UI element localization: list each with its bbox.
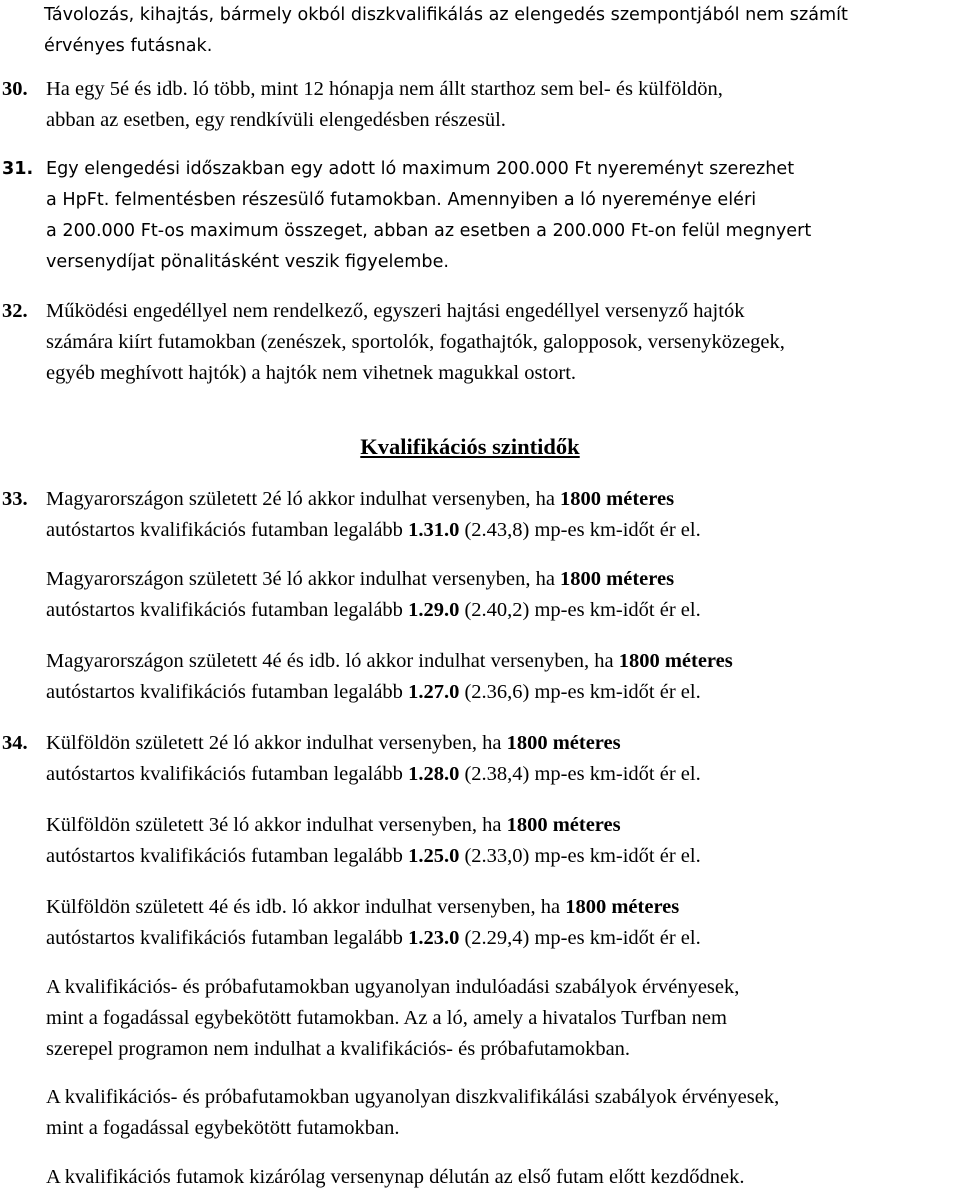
qualification-paragraph — [0, 810, 946, 872]
text-line: mint a fogadással egybekötött futamokban. — [46, 1117, 400, 1139]
paragraph-number: 34. — [2, 732, 28, 754]
rules-paragraph-2 — [0, 1082, 946, 1144]
text-segment: autóstartos kvalifikációs futamban legalább — [46, 845, 409, 867]
text-segment: autóstartos kvalifikációs futamban legalább — [46, 763, 409, 785]
text-segment: Magyarországon született 2é ló akkor indulhat versenyben, ha — [46, 488, 561, 510]
paragraph-number: 30. — [2, 78, 28, 100]
text-line: szerepel programon nem indulhat a kvalifikációs- és próbafutamokban. — [46, 1038, 631, 1060]
distance-label: 1800 méteres — [618, 650, 733, 672]
distance-label: 1800 méteres — [506, 814, 621, 836]
qualification-paragraph — [0, 892, 946, 954]
text-segment: (2.43,8) mp-es km-időt ér el. — [459, 519, 701, 541]
distance-label: 1800 méteres — [560, 568, 675, 590]
text-segment: (2.40,2) mp-es km-időt ér el. — [459, 599, 701, 621]
text-line: A kvalifikációs- és próbafutamokban ugyanolyan indulóadási szabályok érvényesek, — [46, 976, 740, 998]
text-segment: autóstartos kvalifikációs futamban legalább — [46, 927, 409, 949]
qualifying-time: 1.28.0 — [408, 763, 460, 785]
qualification-paragraph — [0, 646, 946, 708]
qualification-paragraph — [0, 728, 946, 790]
text-segment: Külföldön született 2é ló akkor indulhat versenyben, ha — [46, 732, 507, 754]
text-line: a HpFt. felmentésben részesülő futamokban. Amennyiben a ló nyereménye eléri — [46, 190, 757, 210]
distance-label: 1800 méteres — [506, 732, 621, 754]
text-line: számára kiírt futamokban (zenészek, sportolók, fogathajtók, galopposok, versenyközegek, — [46, 331, 785, 353]
text-line: Ha egy 5é és idb. ló több, mint 12 hónapja nem állt starthoz sem bel- és külföldön, — [46, 78, 723, 100]
paragraph-31 — [0, 154, 946, 278]
text-segment: Külföldön született 4é és idb. ló akkor indulhat versenyben, ha — [46, 896, 566, 918]
qualification-paragraph — [0, 484, 946, 546]
qualifying-time: 1.23.0 — [408, 927, 460, 949]
distance-label: 1800 méteres — [565, 896, 680, 918]
text-segment: (2.38,4) mp-es km-időt ér el. — [459, 763, 701, 785]
text-line: Egy elengedési időszakban egy adott ló maximum 200.000 Ft nyereményt szerezhet — [46, 159, 795, 179]
text-line: Működési engedéllyel nem rendelkező, egyszeri hajtási engedéllyel versenyző hajtók — [46, 300, 745, 322]
qualifying-time: 1.25.0 — [408, 845, 460, 867]
qualifying-time: 1.27.0 — [408, 681, 460, 703]
section-heading: Kvalifikációs szintidők — [360, 434, 580, 459]
paragraph-number: 31. — [2, 159, 34, 179]
text-line: a 200.000 Ft-os maximum összeget, abban az esetben a 200.000 Ft-on felül megnyert — [46, 221, 812, 241]
text-segment: Külföldön született 3é ló akkor indulhat versenyben, ha — [46, 814, 507, 836]
text-segment: autóstartos kvalifikációs futamban legalább — [46, 681, 409, 703]
rules-paragraph-3 — [0, 1162, 946, 1193]
text-line: Távolozás, kihajtás, bármely okból diszkvalifikálás az elengedés szempontjából nem számít — [44, 5, 848, 25]
text-segment: autóstartos kvalifikációs futamban legalább — [46, 519, 409, 541]
text-line: A kvalifikációs- és próbafutamokban ugyanolyan diszkvalifikálási szabályok érvényesek, — [46, 1086, 780, 1108]
paragraph-32 — [0, 296, 946, 389]
text-line: mint a fogadással egybekötött futamokban. Az a ló, amely a hivatalos Turfban nem — [46, 1007, 727, 1029]
qualifying-time: 1.31.0 — [408, 519, 460, 541]
paragraph-number: 33. — [2, 488, 28, 510]
rules-paragraph-1 — [0, 972, 946, 1065]
text-line: versenydíjat pönalitásként veszik figyelembe. — [46, 252, 449, 272]
text-segment: (2.29,4) mp-es km-időt ér el. — [459, 927, 701, 949]
text-line: abban az esetben, egy rendkívüli elengedésben részesül. — [46, 109, 506, 131]
text-line: érvényes futásnak. — [44, 36, 213, 56]
text-line: A kvalifikációs futamok kizárólag versenynap délután az első futam előtt kezdődnek. — [46, 1166, 745, 1188]
paragraph-number: 32. — [2, 300, 28, 322]
text-segment: Magyarországon született 4é és idb. ló akkor indulhat versenyben, ha — [46, 650, 619, 672]
paragraph-30-body — [0, 74, 946, 136]
intro-paragraph — [44, 0, 946, 62]
text-line: egyéb meghívott hajtók) a hajtók nem vihetnek magukkal ostort. — [46, 362, 577, 384]
text-segment: (2.36,6) mp-es km-időt ér el. — [459, 681, 701, 703]
text-segment: autóstartos kvalifikációs futamban legalább — [46, 599, 409, 621]
qualification-paragraph — [0, 564, 946, 626]
qualifying-time: 1.29.0 — [408, 599, 460, 621]
distance-label: 1800 méteres — [560, 488, 675, 510]
text-segment: Magyarországon született 3é ló akkor indulhat versenyben, ha — [46, 568, 561, 590]
text-segment: (2.33,0) mp-es km-időt ér el. — [459, 845, 701, 867]
